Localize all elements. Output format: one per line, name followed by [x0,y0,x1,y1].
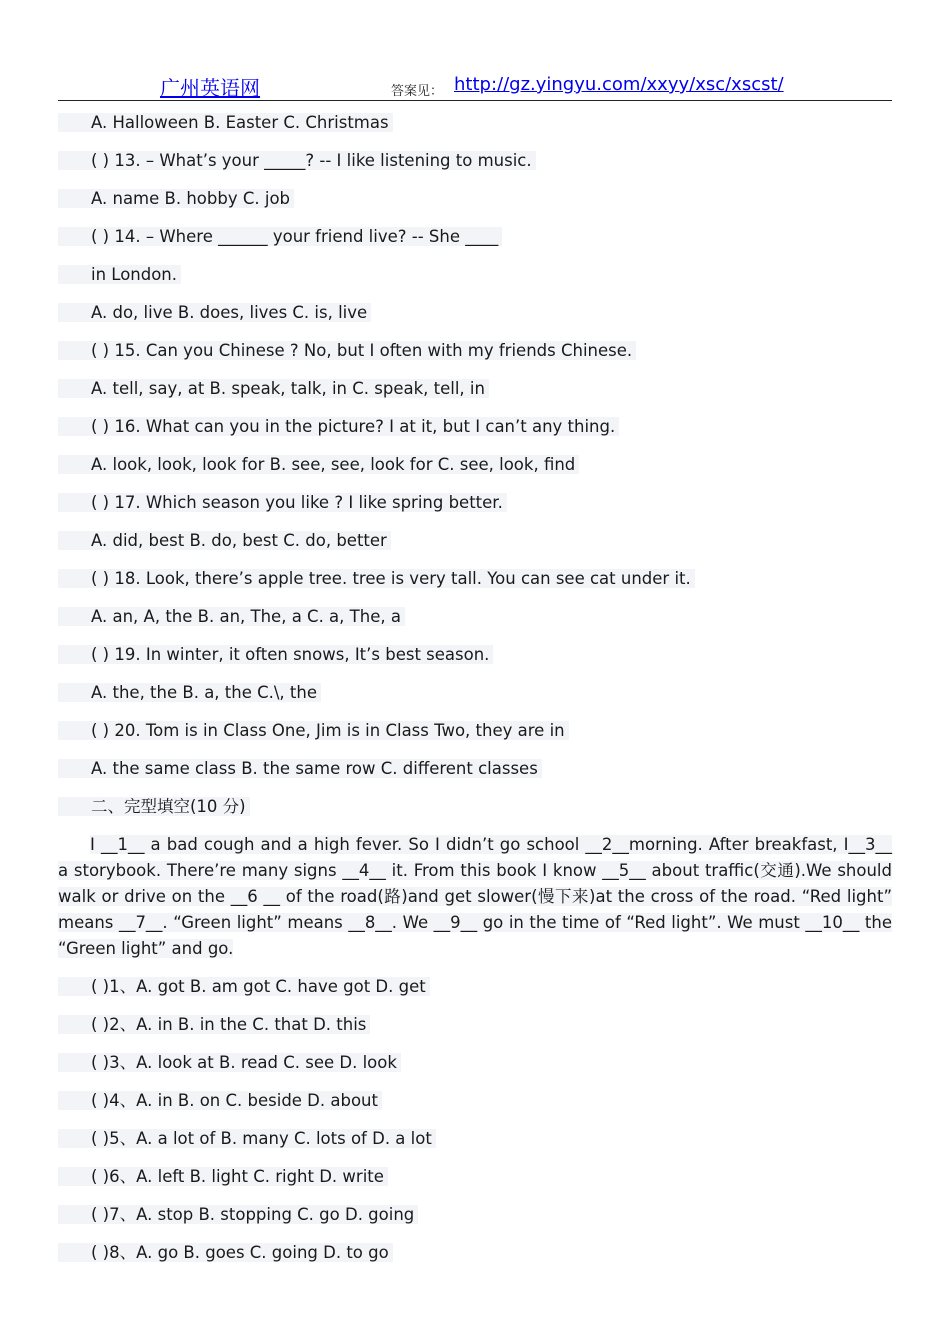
question-19: ( ) 19. In winter, it often snows, It’s best season. [58,642,892,680]
question-20: ( ) 20. Tom is in Class One, Jim is in Class Two, they are in [58,718,892,756]
question-13: ( ) 13. – What’s your _____? -- I like listening to music. [58,148,892,186]
cloze-option-4: ( )4、A. in B. on C. beside D. about [58,1088,892,1126]
page-header [58,70,892,101]
text-line: A. Halloween B. Easter C. Christmas [58,110,892,148]
document-body [58,110,892,1278]
cloze-option-3: ( )3、A. look at B. read C. see D. look [58,1050,892,1088]
text-line: A. an, A, the B. an, The, a C. a, The, a [58,604,892,642]
text-line: in London. [58,262,892,300]
text-line: A. the, the B. a, the C.\, the [58,680,892,718]
question-16: ( ) 16. What can you in the picture? I at it, but I can’t any thing. [58,414,892,452]
answer-url-link[interactable]: http://gz.yingyu.com/xxyy/xsc/xscst/ [454,74,784,95]
site-name-link[interactable]: 广州英语网 [160,76,260,100]
question-18: ( ) 18. Look, there’s apple tree. tree is very tall. You can see cat under it. [58,566,892,604]
cloze-option-7: ( )7、A. stop B. stopping C. go D. going [58,1202,892,1240]
text-line: A. name B. hobby C. job [58,186,892,224]
cloze-passage: I __1__ a bad cough and a high fever. So I didn’t go school __2__morning. After breakfast, I__3__ a storybook. There’re many signs __4__ it. From this book I know __5__ about traffic(交通).We should walk or drive on the __6 __ of the road(路)and get slower(慢下来)at the cross of the road. “Red light” means __7__. “Green light” means __8__. We __9__ go in the time of “Red light”. We must __10__ the “Green light” and go. [58,835,892,958]
question-17: ( ) 17. Which season you like ? I like spring better. [58,490,892,528]
text-line: A. do, live B. does, lives C. is, live [58,300,892,338]
text-line: A. look, look, look for B. see, see, look for C. see, look, find [58,452,892,490]
question-15: ( ) 15. Can you Chinese ? No, but I often with my friends Chinese. [58,338,892,376]
cloze-option-8: ( )8、A. go B. goes C. going D. to go [58,1240,892,1278]
section-heading: 二、完型填空(10 分) [58,794,892,832]
cloze-option-5: ( )5、A. a lot of B. many C. lots of D. a lot [58,1126,892,1164]
text-line: A. did, best B. do, best C. do, better [58,528,892,566]
text-line: A. tell, say, at B. speak, talk, in C. speak, tell, in [58,376,892,414]
cloze-option-1: ( )1、A. got B. am got C. have got D. get [58,974,892,1012]
answer-label: 答案见： [391,84,444,99]
cloze-option-6: ( )6、A. left B. light C. right D. write [58,1164,892,1202]
cloze-option-2: ( )2、A. in B. in the C. that D. this [58,1012,892,1050]
text-line: A. the same class B. the same row C. different classes [58,756,892,794]
question-14: ( ) 14. – Where ______ your friend live? -- She ____ [58,224,892,262]
